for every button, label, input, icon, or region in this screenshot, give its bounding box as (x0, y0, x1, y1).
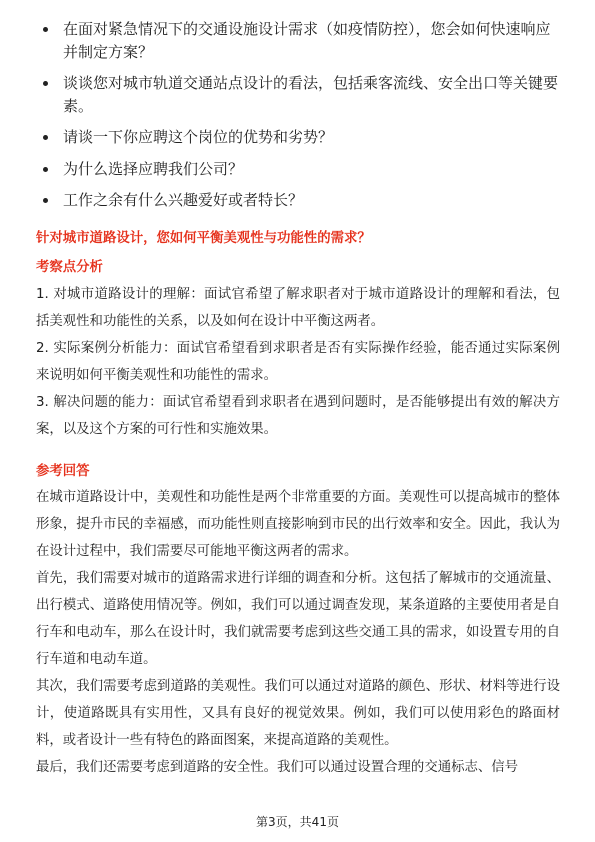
answer-heading: 参考回答 (36, 464, 90, 479)
bullet-text: 在面对紧急情况下的交通设施设计需求（如疫情防控），您会如何快速响应并制定方案？ (63, 20, 551, 61)
bullet-dot-icon (43, 198, 48, 203)
bullet-dot-icon (43, 27, 48, 32)
answer-section (36, 484, 560, 781)
bullet-text: 请谈一下你应聘这个岗位的优势和劣势？ (63, 128, 334, 146)
bullet-dot-icon (43, 167, 48, 172)
bullet-item (40, 189, 560, 212)
bullet-dot-icon (43, 135, 48, 140)
bullet-text: 为什么选择应聘我们公司？ (63, 159, 244, 178)
answer-paragraph: 首先，我们需要对城市的道路需求进行详细的调查和分析。这包括了解城市的交通流量、出行模式、道路使用情况等。例如，我们可以通过调查发现，某条道路的主要使用者是自行车和电动车，那么在设计时，我们就需要考虑到这些交通工具的需求，如设置专用的自行车道和电动车道。 (36, 571, 560, 667)
question-heading: 针对城市道路设计，您如何平衡美观性与功能性的需求？ (36, 231, 371, 246)
analysis-heading: 考察点分析 (36, 260, 103, 275)
bullet-item (40, 158, 560, 181)
bullet-text: 谈谈您对城市轨道交通站点设计的看法，包括乘客流线、安全出口等关键要素。 (63, 74, 559, 115)
analysis-section (36, 281, 560, 443)
analysis-item: 1. 对城市道路设计的理解：面试官希望了解求职者对于城市道路设计的理解和看法，包括美观性和功能性的关系，以及如何在设计中平衡这两者。 (36, 287, 560, 329)
analysis-item: 3. 解决问题的能力：面试官希望看到求职者在遇到问题时，是否能够提出有效的解决方案，以及这个方案的可行性和实施效果。 (36, 395, 560, 437)
page-number-footer: 第3页，共41页 (256, 815, 339, 829)
bullet-item (40, 72, 560, 117)
analysis-item: 2. 实际案例分析能力：面试官希望看到求职者是否有实际操作经验，能否通过实际案例来说明如何平衡美观性和功能性的需求。 (36, 341, 560, 383)
question-bullet-list (40, 18, 560, 221)
answer-paragraph: 其次，我们需要考虑到道路的美观性。我们可以通过对道路的颜色、形状、材料等进行设计，使道路既具有实用性，又具有良好的视觉效果。例如，我们可以使用彩色的路面材料，或者设计一些有特色的路面图案，来提高道路的美观性。 (36, 679, 560, 748)
answer-paragraph: 最后，我们还需要考虑到道路的安全性。我们可以通过设置合理的交通标志、信号 (36, 760, 519, 775)
bullet-text: 工作之余有什么兴趣爱好或者特长？ (63, 191, 304, 209)
answer-paragraph: 在城市道路设计中，美观性和功能性是两个非常重要的方面。美观性可以提高城市的整体形象，提升市民的幸福感，而功能性则直接影响到市民的出行效率和安全。因此，我认为在设计过程中，我们需要尽可能地平衡这两者的需求。 (36, 490, 560, 559)
bullet-item (40, 126, 560, 149)
bullet-item (40, 18, 560, 63)
bullet-dot-icon (43, 81, 48, 86)
